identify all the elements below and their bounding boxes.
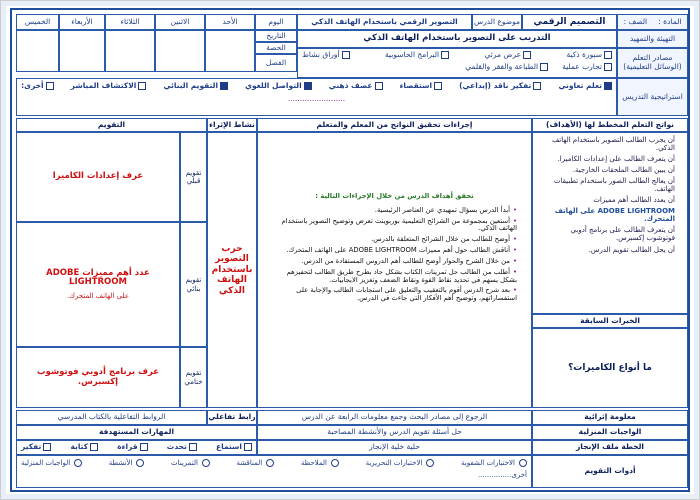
evaluation-type: تقويم ختامي (180, 347, 207, 408)
checkbox-icon (189, 443, 197, 451)
enrichment-text: الرجوع إلى مصادر البحث وجمع معلومات الرابعة عن الدرس (257, 410, 532, 425)
tool-option[interactable]: الاختبارات التحريرية (366, 459, 435, 467)
procedure-step: • أبدأ الدرس بسؤال تمهيدي عن العناصر الرئيسية. (268, 207, 517, 215)
enrichment-label: معلومة إثرائية (532, 410, 688, 425)
checkbox-icon (540, 63, 548, 71)
checkbox-icon (244, 443, 252, 451)
checkbox-icon (138, 82, 146, 90)
lesson-plan-sheet (10, 8, 690, 492)
day-thursday: الخميس (16, 14, 59, 30)
resource-option[interactable]: البرامج الحاسوبية (385, 51, 449, 60)
resource-option[interactable]: عرض مرئي (485, 51, 532, 60)
links-label: رابط تفاعلي (207, 410, 257, 425)
outcome-item: أن يبين الطالب الملحقات الخارجية. (572, 166, 675, 175)
col-evaluation: التقويم (16, 118, 207, 132)
skill-option[interactable]: تحدث (167, 443, 197, 452)
achievement-label: الخطة ملف الإنجاز (532, 440, 688, 455)
prior-question: ما أنواع الكاميرات؟ (532, 328, 688, 408)
evaluation-text: عدد أهم مميزات ADOBE LIGHTROOM (46, 267, 150, 288)
evaluation-text: عرف برنامج أدوبي فوتوشوب إكسبرس. (16, 347, 180, 408)
skills-label: المهارات المستهدفة (16, 425, 257, 440)
procedures-box (257, 132, 532, 408)
day-monday: الاثنين (155, 14, 205, 30)
outcome-item: أن يتعرف الطالب على إعدادات الكاميرا. (557, 155, 675, 164)
resource-option[interactable]: تجارب عملية (562, 63, 612, 72)
checkbox-icon (375, 82, 383, 90)
tools-label: أدوات التقويم (532, 455, 688, 488)
outcomes-list (532, 132, 688, 314)
day-label: اليوم (255, 14, 297, 30)
homework-text: حل أسئلة تقويم الدرس والأنشطة المصاحبة (257, 425, 532, 440)
tool-other: أخرى............... (478, 471, 527, 480)
homework-label: الواجبات المنزلية (532, 425, 688, 440)
procedures-heading: تحقق أهداف الدرس من خلال الإجراءات التالية : (315, 192, 474, 200)
intro-label: التهيئة والتمهيد (617, 30, 688, 48)
procedure-step: • أستعين بمجموعة من الشرائح التعليمية بوربوينت تعرض وتوضيح التصوير باستخدام الهاتف الذكي. (268, 218, 517, 234)
checkbox-icon (43, 443, 51, 451)
resources-options (297, 48, 617, 78)
achievement-text: حلية خلية الإنجاز (257, 440, 532, 455)
checkbox-icon (533, 82, 541, 90)
prior-label: الخبرات السابقة (532, 314, 688, 328)
tool-option[interactable]: الاختبارات الشفوية (461, 459, 527, 467)
strategies-dots: ........................ (287, 93, 346, 103)
radio-icon (331, 459, 339, 467)
grid-cell (105, 30, 155, 72)
strategy-option[interactable]: أخرى: (21, 82, 54, 91)
strategy-option[interactable]: عصف ذهني (329, 82, 383, 91)
lesson-topic: التصوير الرقمي باستخدام الهاتف الذكي (297, 14, 472, 30)
radio-icon (519, 459, 527, 467)
checkbox-icon (441, 51, 449, 59)
intro-text: التدريب على التصوير باستخدام الهاتف الذكي (297, 30, 617, 48)
procedure-step: • أوضح للطالب من خلال الشرائح المتعلقة بالدرس. (268, 236, 517, 244)
evaluation-item (16, 222, 180, 347)
subject-label: المادة : (658, 16, 682, 26)
links-text: الروابط التفاعلية بالكتاب المدرسي (16, 410, 207, 425)
checkbox-checked-icon (304, 82, 312, 90)
procedure-step: • بعد شرح الدرس أقوم بالتعقيب والتعليق على استجابات الطالب والإجابة على استفساراتهم، وتوضيح أهم الأفكار التي جاءت في الدرس. (268, 287, 517, 303)
strategy-option[interactable]: التقويم البنائي (163, 82, 228, 91)
checkbox-icon (46, 82, 54, 90)
grid-cell (155, 30, 205, 72)
skills-options (16, 440, 257, 455)
radio-icon (136, 459, 144, 467)
strategies-label: استراتيجية التدريس (617, 78, 688, 116)
outcome-item: أن يتعرف الطالب على برنامج أدوبي فوتوشوب إكسبرس. (570, 226, 675, 243)
strategy-option[interactable]: استقصاء (400, 82, 442, 91)
checkbox-icon (523, 51, 531, 59)
col-procedures: إجراءات تحقيق النواتج من المعلم والمتعلم (257, 118, 532, 132)
tool-option[interactable]: الأنشطة (109, 459, 145, 467)
period-label: الحصة (255, 42, 297, 54)
checkbox-icon (90, 443, 98, 451)
checkbox-checked-icon (220, 82, 228, 90)
outcome-item: أن يعالج الطالب الصور باستخدام تطبيقات الهاتف. (553, 177, 675, 194)
strategy-option[interactable]: التواصل اللغوي (245, 82, 312, 91)
evaluation-type: تقويم قبلي (180, 132, 207, 222)
strategy-option[interactable]: تفكير ناقد (إبداعي) (459, 82, 541, 91)
radio-icon (266, 459, 274, 467)
col-outcomes: نواتج التعلم المخطط لها (الأهداف) (532, 118, 688, 132)
strategy-option[interactable]: تعلم تعاوني (558, 82, 612, 91)
resources-label: مصادر التعلم (الوسائل التعليمية) (617, 48, 688, 78)
evaluation-sub: على الهاتف المتحرك. (66, 292, 130, 301)
procedure-step: • من خلال الشرح والحوار أوضح للطالب أهم الدروس المستفادة من الدرس. (268, 258, 517, 266)
tool-option[interactable]: المناقشة (237, 459, 275, 467)
checkbox-icon (604, 63, 612, 71)
col-activity: نشاط الإثراء (207, 118, 257, 132)
tool-option[interactable]: الملاحظة (301, 459, 339, 467)
activity-text: حرب التصوير باستخدام الهاتف الذكي (207, 132, 257, 408)
subject-cell (617, 14, 688, 30)
resource-option[interactable]: الطباعة والفقر والقلمي (465, 63, 548, 72)
resource-option[interactable]: سبورة ذكية (566, 51, 612, 60)
checkbox-icon (434, 82, 442, 90)
skill-option[interactable]: تفكير (21, 443, 51, 452)
lesson-topic-label: موضوع الدرس (472, 14, 522, 30)
skill-option[interactable]: استماع (216, 443, 252, 452)
grade-label: الصف : (623, 16, 648, 26)
skill-option[interactable]: قراءة (117, 443, 147, 452)
day-sunday: الأحد (205, 14, 255, 30)
evaluation-type: تقويم بنائي (180, 222, 207, 347)
outcome-item: أن يجرب الطالب التصوير باستخدام الهاتف الذكي. (552, 136, 675, 153)
tool-option[interactable]: التمرينات (171, 459, 210, 467)
strategies-options (16, 78, 617, 116)
skill-option[interactable]: كتابة (70, 443, 98, 452)
radio-icon (426, 459, 434, 467)
date-label: التاريخ (255, 30, 297, 42)
tools-options (16, 455, 532, 488)
radio-icon (202, 459, 210, 467)
procedure-step: • أناقش الطالب حول أهم مميزات ADOBE LIGHTROOM على الهاتف المتحرك. (268, 247, 517, 255)
day-tuesday: الثلاثاء (105, 14, 155, 30)
class-label: الفصل (255, 54, 297, 72)
grid-cell (16, 30, 59, 72)
resource-option[interactable]: أوراق نشاط (302, 51, 350, 60)
evaluation-text: عرف إعدادات الكاميرا (16, 132, 180, 222)
checkbox-icon (140, 443, 148, 451)
tool-option[interactable]: الواجبات المنزلية (21, 459, 82, 467)
day-wednesday: الأربعاء (59, 14, 105, 30)
radio-icon (74, 459, 82, 467)
grid-cell (59, 30, 105, 72)
outcome-item: أن يعدد الطالب أهم مميزات (593, 196, 675, 205)
grid-cell (205, 30, 255, 72)
outcome-item: أن يحل الطالب تقويم الدرس. (588, 245, 675, 254)
checkbox-icon (342, 51, 350, 59)
procedure-step: • أطلب من الطالب حل تمرينات الكتاب بشكل جاد بطرح طريق الطالب لتحفيزهم بشكل يسهم في تحديد نقاط القوة ونقاط الضعف وتعزيز الايجابيات. (268, 269, 517, 285)
checkbox-icon (604, 51, 612, 59)
outcome-item: ADOBE LIGHTROOM على الهاتف المتحرك. (554, 207, 675, 224)
checkbox-checked-icon (604, 82, 612, 90)
strategy-option[interactable]: الاكتشاف المباشر (71, 82, 147, 91)
unit-title: التصميم الرقمي (522, 14, 617, 30)
